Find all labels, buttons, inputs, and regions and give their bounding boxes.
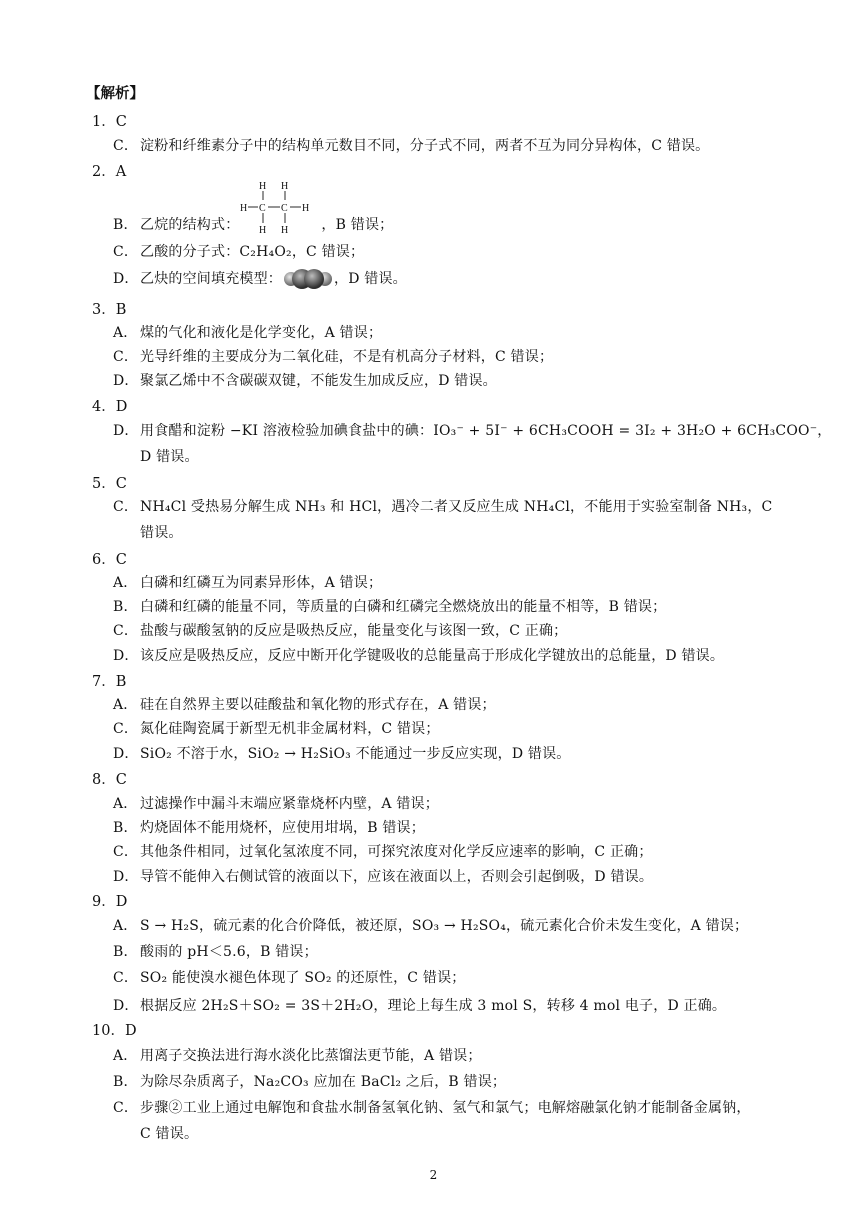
option-label: A． [113, 575, 138, 591]
option-label: A． [113, 697, 138, 713]
answer-text: 乙酸的分子式：C₂H₄O₂，C 错误； [140, 244, 365, 260]
option-label: D． [113, 648, 139, 664]
answer-text: 错误。 [140, 525, 183, 541]
section-heading: 【解析】 [86, 85, 144, 102]
answer-line [113, 718, 440, 738]
question-number: 9．D [92, 894, 128, 910]
question-number: 7．B [92, 674, 127, 690]
option-label: C． [113, 623, 139, 639]
answer-line [140, 522, 183, 542]
answer-text: 光导纤维的主要成分为二氧化硅，不是有机高分子材料，C 错误； [140, 349, 554, 365]
answer-line [113, 793, 439, 813]
question-number: 6．C [92, 552, 127, 568]
answer-text: 为除尽杂质离子，Na₂CO₃ 应加在 BaCl₂ 之后，B 错误； [140, 1074, 507, 1090]
option-label: B． [113, 599, 138, 615]
answer-text: 聚氯乙烯中不含碳碳双键，不能发生加成反应，D 错误。 [140, 373, 497, 389]
question-number: 10．D [92, 1023, 137, 1039]
option-label: B． [113, 217, 138, 233]
svg-text:C: C [259, 203, 267, 214]
answer-text: 过滤操作中漏斗末端应紧靠烧杯内壁，A 错误； [140, 796, 439, 812]
answer-line [113, 967, 465, 987]
option-label: C． [113, 844, 139, 860]
option-label: C． [113, 970, 139, 986]
question-number: 1．C [92, 114, 127, 130]
answer-text: D 错误。 [140, 449, 199, 465]
answer-line [113, 241, 364, 261]
option-label: D． [113, 746, 139, 762]
svg-text:H: H [259, 225, 267, 234]
answer-line [113, 694, 496, 714]
option-label: B． [113, 1074, 138, 1090]
answer-text: 导管不能伸入右侧试管的液面以下，应该在液面以上，否则会引起倒吸，D 错误。 [140, 869, 654, 885]
answer-line [113, 135, 709, 155]
option-label: A． [113, 1048, 138, 1064]
svg-text:H: H [302, 203, 310, 214]
option-label: C． [113, 138, 139, 154]
svg-text:C: C [281, 203, 289, 214]
answer-text: 该反应是吸热反应，反应中断开化学键吸收的总能量高于形成化学键放出的总能量，D 错误。 [140, 648, 725, 664]
page-number: 2 [429, 1168, 438, 1182]
option-label: A． [113, 796, 138, 812]
answer-line [113, 743, 571, 763]
answer-line [113, 1071, 506, 1091]
option-label: C． [113, 349, 139, 365]
answer-text: 步骤②工业上通过电解饱和食盐水制备氢氧化钠、氢气和氯气；电解熔融氯化钠才能制备金属钠， [140, 1100, 751, 1116]
answer-line [113, 841, 653, 861]
answer-text: ，B 错误； [321, 217, 394, 233]
option-label: D． [113, 423, 139, 439]
answer-line [113, 817, 425, 837]
option-label: C． [113, 244, 139, 260]
ethane-structural-formula [239, 180, 321, 234]
answer-line [113, 322, 382, 342]
option-label: B． [113, 820, 138, 836]
answer-line [113, 268, 407, 290]
answer-text: 用离子交换法进行海水淡化比蒸馏法更节能，A 错误； [140, 1048, 482, 1064]
answer-text: S → H₂S，硫元素的化合价降低，被还原，SO₃ → H₂SO₄，硫元素化合价未发生变化，A 错误； [140, 918, 749, 934]
option-label: D． [113, 869, 139, 885]
question-number: 2．A [92, 164, 127, 180]
option-label: D． [113, 271, 139, 287]
answer-text: 白磷和红磷的能量不同，等质量的白磷和红磷完全燃烧放出的能量不相等，B 错误； [140, 599, 667, 615]
answer-line [113, 1045, 482, 1065]
answer-text: 灼烧固体不能用烧杯，应使用坩埚，B 错误； [140, 820, 425, 836]
answer-text: 氮化硅陶瓷属于新型无机非金属材料，C 错误； [140, 721, 440, 737]
answer-line [113, 180, 393, 234]
option-label: C． [113, 721, 139, 737]
option-label: C． [113, 499, 139, 515]
question-number: 4．D [92, 399, 128, 415]
answer-text: 酸雨的 pH＜5.6，B 错误； [140, 944, 318, 960]
option-label: B． [113, 944, 138, 960]
answer-line [113, 1097, 751, 1117]
question-number: 3．B [92, 302, 127, 318]
answer-line [140, 1123, 198, 1143]
option-label: D． [113, 373, 139, 389]
answer-text: 乙炔的空间填充模型： [140, 271, 282, 287]
answer-line [113, 941, 318, 961]
answer-text: SO₂ 能使溴水褪色体现了 SO₂ 的还原性，C 错误； [140, 970, 466, 986]
svg-text:H: H [281, 181, 289, 192]
option-label: C． [113, 1100, 139, 1116]
answer-line [113, 620, 567, 640]
answer-text: 其他条件相同，过氧化氢浓度不同，可探究浓度对化学反应速率的影响，C 正确； [140, 844, 653, 860]
answer-text: C 错误。 [140, 1126, 199, 1142]
answer-line [140, 446, 199, 466]
answer-text: SiO₂ 不溶于水，SiO₂ → H₂SiO₃ 不能通过一步反应实现，D 错误。 [140, 746, 571, 762]
option-label: A． [113, 918, 138, 934]
answer-text: ，D 错误。 [334, 271, 407, 287]
answer-text: 煤的气化和液化是化学变化，A 错误； [140, 325, 383, 341]
answer-line [113, 915, 748, 935]
answer-text: 乙烷的结构式： [140, 217, 240, 233]
answer-text: 用食醋和淀粉 −KI 溶液检验加碘食盐中的碘：IO₃⁻ + 5I⁻ + 6CH₃COOH = 3I₂ + 3H₂O + 6CH₃COO⁻， [140, 423, 832, 439]
answer-line [113, 370, 497, 390]
svg-text:H: H [281, 225, 289, 234]
svg-text:H: H [240, 203, 248, 214]
answer-text: 根据反应 2H₂S＋SO₂ = 3S＋2H₂O，理论上每生成 3 mol S，转移 4 mol 电子，D 正确。 [140, 998, 727, 1014]
answer-text: NH₄Cl 受热易分解生成 NH₃ 和 HCl，遇冷二者又反应生成 NH₄Cl，不能用于实验室制备 NH₃，C [140, 499, 773, 515]
answer-text: 白磷和红磷互为同素异形体，A 错误； [140, 575, 383, 591]
answer-line [113, 645, 724, 665]
answer-line [113, 572, 382, 592]
answer-text: 盐酸与碳酸氢钠的反应是吸热反应，能量变化与该图一致，C 正确； [140, 623, 568, 639]
answer-text: 淀粉和纤维素分子中的结构单元数目不同，分子式不同，两者不互为同分异构体，C 错误。 [140, 138, 710, 154]
acetylene-space-filling-model [282, 268, 334, 290]
question-number: 8．C [92, 772, 127, 788]
question-number: 5．C [92, 476, 127, 492]
answer-line [113, 420, 831, 440]
option-label: D． [113, 998, 139, 1014]
answer-text: 硅在自然界主要以硅酸盐和氧化物的形式存在，A 错误； [140, 697, 496, 713]
option-label: A． [113, 325, 138, 341]
answer-line [113, 346, 553, 366]
answer-line [113, 995, 726, 1015]
answer-line [113, 866, 653, 886]
answer-line [113, 596, 666, 616]
svg-text:H: H [259, 181, 267, 192]
answer-line [113, 496, 772, 516]
